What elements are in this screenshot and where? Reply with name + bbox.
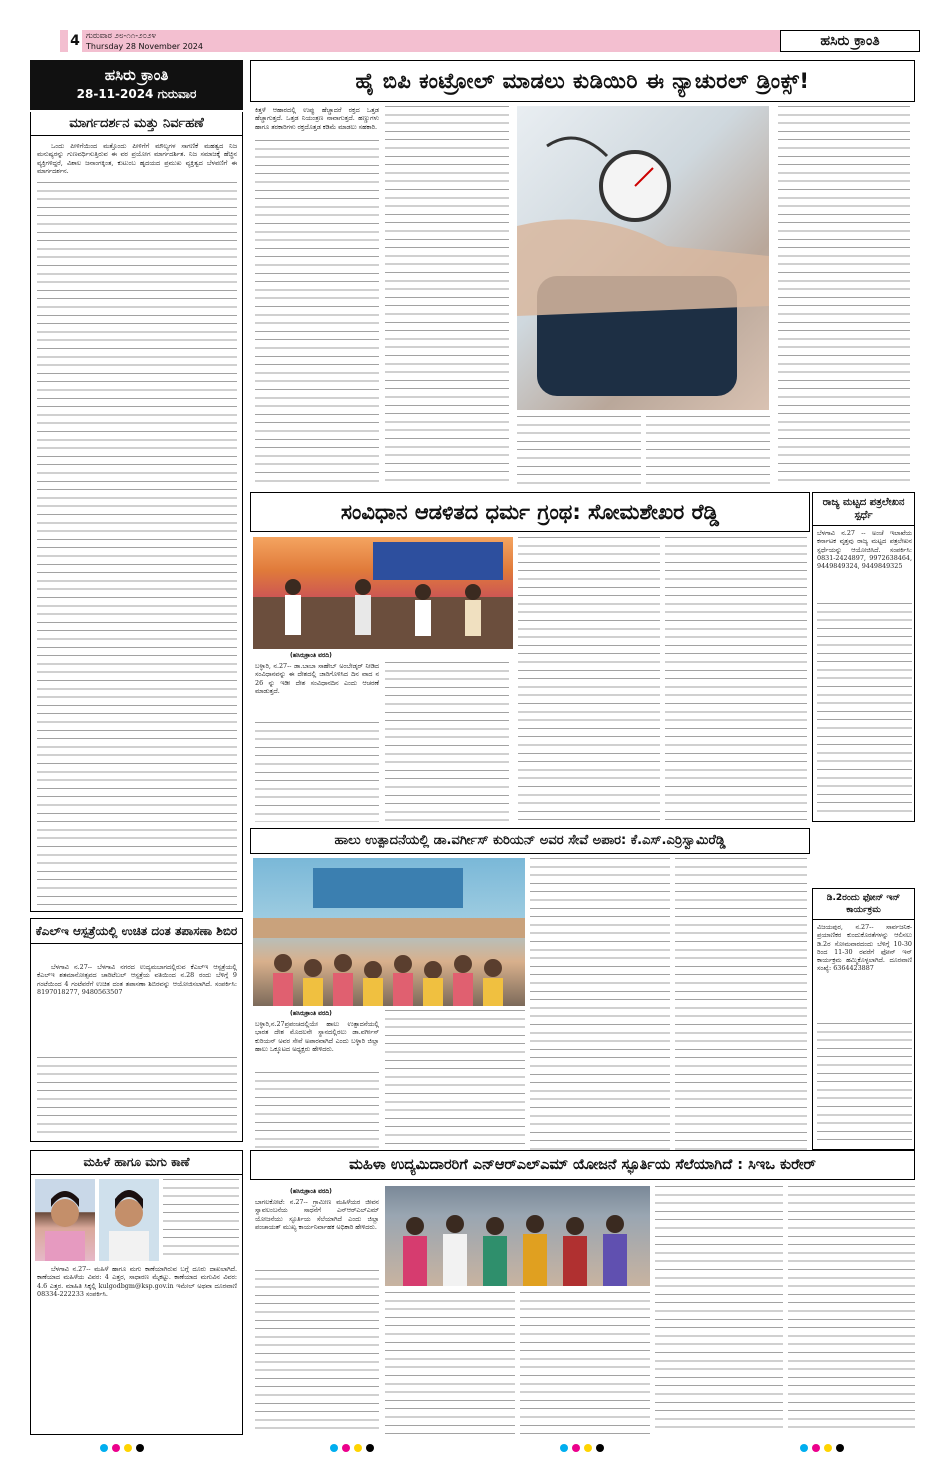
missing-headline: ಮಹಿಳೆ ಹಾಗೂ ಮಗು ಕಾಣೆ — [31, 1151, 242, 1175]
constitution-headline-box — [250, 492, 810, 532]
constitution-headline: ಸಂವಿಧಾನ ಆಡಳಿತದ ಧರ್ಮ ಗ್ರಂಥ: ಸೋಮಶೇಖರ ರೆಡ್ಡಿ — [340, 500, 720, 524]
hbp-headline: ಹೈ ಬಿಪಿ ಕಂಟ್ರೋಲ್ ಮಾಡಲು ಕುಡಿಯಿರಿ ಈ ನ್ಯಾಚುರಲ್ ಡ್ರಿಂಕ್ಸ್! — [355, 69, 810, 93]
constitution-col-2 — [385, 662, 509, 822]
phone-program-box — [812, 888, 915, 1150]
reg-mark-cyan — [100, 1444, 108, 1452]
nrlm-col-1 — [255, 1270, 379, 1435]
bp-photo-illustration — [517, 106, 769, 410]
dairy-col-2 — [385, 1010, 525, 1150]
dental-lead: ಬೆಳಗಾವಿ ನ.27-- ಬೆಳಗಾವಿ ನಗರದ ಉದ್ಯಮಬಾಗದಲ್ಲಿರುವ ಕೆಎಲ್ಇ ಆಸ್ಪತ್ರೆಯಲ್ಲಿ ಕೆಎಲ್ಇ ಶತಮಾನೋತ್ಸವದ ಚಾರಿಟೆಬಲ್ ಆಸ್ಪತ್ರೆಯ ವತಿಯಿಂದ ನ.28 ರಂದು ಬೆಳಿಗ್ಗೆ 9 ಗಂಟೆಯಿಂದ 4 ಗಂಟೆವರೆಗೆ ಉಚಿತ ದಂತ ತಪಾಸಣಾ ಶಿಬಿರವನ್ನು ಆಯೋಜಿಸಲಾಗಿದೆ. ಸಂಪರ್ಕಿಸಿ: 8197018277, 9480563507 — [37, 963, 237, 996]
dairy-audience-illustration — [253, 858, 525, 1006]
essay-headline: ರಾಜ್ಯ ಮಟ್ಟದ ಪತ್ರಲೇಖನ ಸ್ಪರ್ಧೆ — [813, 493, 914, 526]
reg-mark-magenta-4 — [812, 1444, 820, 1452]
dental-headline: ಕೆಎಲ್ಇ ಆಸ್ಪತ್ರೆಯಲ್ಲಿ ಉಚಿತ ದಂತ ತಪಾಸಣಾ ಶಿಬಿರ — [31, 919, 242, 944]
nrlm-col-2 — [385, 1292, 515, 1435]
child-portrait — [99, 1179, 159, 1261]
nrlm-group-illustration — [385, 1186, 650, 1286]
constitution-col-3 — [518, 537, 660, 822]
left-masthead-date: 28-11-2024 ಗುರುವಾರ — [76, 87, 197, 101]
hbp-headline-box — [250, 60, 915, 102]
phone-lead: ವಿಜಯಪುರ, ನ.27-- ಸಾರ್ವಜನಿಕ-ಪ್ರಯಾಣಿಕರ ಕುಂದುಕೊರತೆಗಳನ್ನು ಆಲಿಸಲು ಡಿ.2ರ ಸೋಮವಾರದಂದು ಬೆಳಿಗ್ಗೆ 10-30 ರಿಂದ 11-30 ರವರೆಗೆ ಫೋನ್ ಇನ್ ಕಾರ್ಯಕ್ರಮ ಹಮ್ಮಿಕೊಳ್ಳಲಾಗಿದೆ. ದೂರವಾಣಿ ಸಂಖ್ಯೆ: 6364423887 — [817, 923, 912, 973]
essay-competition-box — [812, 492, 915, 822]
hbp-lead: ಕಿತ್ತಳೆ ಆಹಾರದಲ್ಲಿ ಉಪ್ಪು ಹೆಚ್ಚಾದರೆ ರಕ್ತದ ಒತ್ತಡ ಹೆಚ್ಚಾಗುತ್ತದೆ. ಒತ್ತಡ ನಿಯಂತ್ರಣ ನಾವಾಗುತ್ತದೆ. ಹಣ್ಣುಗಳು ಹಾಗೂ ತರಕಾರಿಗಳು ರಕ್ತದೊತ್ತಡ ಕಡಿಮೆ ಮಾಡಲು ಸಹಕಾರಿ. — [255, 106, 379, 131]
dairy-banner — [313, 868, 463, 908]
reg-mark-magenta-2 — [342, 1444, 350, 1452]
dairy-headline-box — [250, 828, 810, 854]
woman-portrait — [35, 1179, 95, 1261]
event-stage-illustration — [253, 537, 513, 649]
dental-camp-box — [30, 918, 243, 1142]
phone-headline: ಡಿ.2ರಂದು ಫೋನ್ ಇನ್ ಕಾರ್ಯಕ್ರಮ — [813, 889, 914, 920]
reg-mark-yellow — [124, 1444, 132, 1452]
reg-mark-black — [136, 1444, 144, 1452]
editorial-lead: ಒಂದು ಪೀಳಿಗೆಯಿಂದ ಮತ್ತೊಂದು ಪೀಳಿಗೆಗೆ ಮೌಲ್ಯಗಳ ಸಾಗಣಿಕೆ ಮಹತ್ವದ ನಿಜ ಮನುಷ್ಯರನ್ನು ಗುಣವರ್ಧಿಸುತ್ತಿರುವ ಈ ವರ ಪ್ರಯೋಗ ಮಾರ್ಗದರ್ಶಿತ. ನಿಜ ಸಮಾಜಕ್ಕೆ ಹೆಚ್ಚಿನ ವ್ಯಕ್ತಿಗಳಿದ್ದರೆ, ವಿಶಾಲ ಜನಾಂಗಕ್ಕಿಂತ, ಕುಟುಂಬ ಹೃದಯದ ಪ್ರಮುಖ ವ್ಯಕ್ತಿತ್ವದ ಬೆಳವಣಿಗೆ ಈ ಮಾರ್ಗದರ್ಶನ. — [37, 142, 237, 175]
constitution-col-4 — [665, 537, 807, 822]
hbp-col-3-bottom — [517, 416, 641, 486]
missing-box — [30, 1150, 243, 1435]
phone-body-lines — [817, 1023, 912, 1145]
nrlm-headline-box — [250, 1150, 915, 1180]
constitution-col-1 — [255, 722, 379, 822]
missing-lead: ಬೆಳಗಾವಿ ನ.27-- ಮಹಿಳೆ ಹಾಗೂ ಮಗು ಕಾಣೆಯಾಗಿರುವ ಬಗ್ಗೆ ದೂರು ದಾಖಲಾಗಿದೆ. ಕಾಣೆಯಾದ ಮಹಿಳೆಯ ವಿವರ: 4 ಎತ್ತರ, ಸಾಧಾರಣ ಮೈಕಟ್ಟು. ಕಾಣೆಯಾದ ಮಗುವಿನ ವಿವರ: 4.6 ಎತ್ತರ. ಮಾಹಿತಿ ಸಿಕ್ಕಲ್ಲಿ kulgodbgm@ksp.gov.in ಇಮೇಲ್ ಅಥವಾ ದೂರವಾಣಿ 08334-222233 ಸಂಪರ್ಕಿಸಿ. — [37, 1265, 237, 1298]
header-date-kn: ಗುರುವಾರ ೨೮-೧೧-೨೦೨೪ — [86, 31, 156, 40]
event-banner — [373, 542, 503, 580]
reg-mark-yellow-3 — [584, 1444, 592, 1452]
header-date — [86, 30, 203, 52]
dairy-col-3 — [530, 858, 670, 1150]
nrlm-col-4 — [655, 1186, 783, 1435]
hbp-col-5 — [778, 106, 910, 486]
constitution-caption: (ಹಸಿರುಕ್ರಾಂತಿ ವರದಿ) — [290, 652, 332, 659]
missing-woman-photo — [35, 1179, 95, 1261]
nrlm-col-3 — [520, 1292, 650, 1435]
nrlm-col-5 — [788, 1186, 915, 1435]
left-masthead-name: ಹಸಿರು ಕ್ರಾಂತಿ — [104, 66, 169, 84]
reg-mark-cyan-2 — [330, 1444, 338, 1452]
reg-mark-cyan-3 — [560, 1444, 568, 1452]
reg-mark-magenta-3 — [572, 1444, 580, 1452]
reg-mark-cyan-4 — [800, 1444, 808, 1452]
dairy-col-4 — [675, 858, 807, 1150]
hbp-col-4-bottom — [646, 416, 770, 486]
reg-mark-yellow-2 — [354, 1444, 362, 1452]
paper-name-right: ಹಸಿರು ಕ್ರಾಂತಿ — [780, 30, 920, 52]
reg-mark-yellow-4 — [824, 1444, 832, 1452]
constitution-event-photo — [253, 537, 513, 649]
constitution-lead: ಬಳ್ಳಾರಿ, ನ.27-- ಡಾ.ಬಾಬಾ ಸಾಹೇಬ್ ಅಂಬೇಡ್ಕರ್ ನೀಡಿದ ಸಂವಿಧಾನವನ್ನು ಈ ದೇಶದಲ್ಲಿ ಜಾರಿಗೊಳಿಸಿದ ದಿನ ವಾದ ನ 26 ನ್ನು ಇಡೀ ದೇಶ ಸಂವಿಧಾನದಿನ ಎಂದು ಆಚರಣೆ ಮಾಡುತ್ತದೆ. — [255, 662, 379, 695]
reg-mark-magenta — [112, 1444, 120, 1452]
nrlm-headline: ಮಹಿಳಾ ಉದ್ಯಮಿದಾರರಿಗೆ ಎನ್‌ಆರ್‌ಎಲ್‌ಎಮ್ ಯೋಜನೆ ಸ್ಫೂರ್ತಿಯ ಸೆಲೆಯಾಗಿದೆ : ಸಿಇಒ ಕುರೇರ್ — [349, 1157, 816, 1173]
missing-child-photo — [99, 1179, 159, 1261]
reg-mark-black-3 — [596, 1444, 604, 1452]
reg-mark-black-2 — [366, 1444, 374, 1452]
nrlm-event-photo — [385, 1186, 650, 1286]
editorial-headline: ಮಾರ್ಗದರ್ಶನ ಮತ್ತು ನಿರ್ವಹಣೆ — [31, 112, 242, 136]
bp-monitor-photo — [517, 106, 769, 410]
dairy-col-1 — [255, 1072, 379, 1150]
hbp-col-2 — [385, 106, 509, 486]
dairy-headline: ಹಾಲು ಉತ್ಪಾದನೆಯಲ್ಲಿ ಡಾ.ವರ್ಗೀಸ್ ಕುರಿಯನ್ ಅವರ ಸೇವೆ ಅಪಾರ: ಕೆ.ಎಸ್.ಎರ್ರಿಸ್ವಾಮಿರೆಡ್ಡಿ — [334, 833, 726, 848]
hand-shape — [517, 219, 769, 316]
dairy-event-photo — [253, 858, 525, 1006]
page-number: 4 — [68, 30, 82, 52]
essay-body-lines — [817, 603, 912, 817]
essay-lead: ಬೆಳಗಾವಿ ನ.27 -- ಅಂಚೆ ಇಲಾಖೆಯ ಕರ್ನಾಟಕ ವೃತ್ತವು ರಾಜ್ಯ ಮಟ್ಟದ ಪತ್ರಲೇಖನ ಸ್ಪರ್ಧೆಯನ್ನು ಆಯೋಜಿಸಿದೆ. ಸಂಪರ್ಕಿಸಿ: 0831-2424897, 9972638464, 9449849324, 9449849325 — [817, 529, 912, 571]
hbp-col-1 — [255, 140, 379, 485]
dairy-caption: (ಹಸಿರುಕ್ರಾಂತಿ ವರದಿ) — [290, 1010, 332, 1017]
dental-body-lines — [37, 1057, 237, 1137]
nrlm-caption: (ಹಸಿರುಕ್ರಾಂತಿ ವರದಿ) — [290, 1188, 332, 1195]
editorial-box — [30, 112, 243, 912]
missing-side-lines — [163, 1179, 239, 1261]
header-date-en: Thursday 28 November 2024 — [86, 42, 203, 51]
editorial-body-lines — [37, 182, 237, 906]
nrlm-lead: ಬಾಗಲಕೋಟೆ: ನ.27-- ಗ್ರಾಮೀಣ ಮಹಿಳೆಯರ ಜೀವನ ಸ್ವಾವಲಂಬನೆಯ ಸಾಧನೆಗೆ ಎನ್‌ಆರ್‌ಎಲ್‌ಎಮ್ ಯೋಜನೆಯು ಸ್ಫೂರ್ತಿಯ ಸೆಲೆಯಾಗಿದೆ ಎಂದು ಜಿಲ್ಲಾ ಪಂಚಾಯತ್ ಮುಖ್ಯ ಕಾರ್ಯನಿರ್ವಾಹಕ ಅಧಿಕಾರಿ ಹೇಳಿದರು. — [255, 1198, 379, 1231]
reg-mark-black-4 — [836, 1444, 844, 1452]
dairy-lead: ಬಳ್ಳಾರಿ,ನ.27ಪ್ರಪಂಚದಲ್ಲಿಯೇ ಹಾಲು ಉತ್ಪಾದನೆಯಲ್ಲಿ ಭಾರತ ದೇಶ ಮೊದಲನೇ ಸ್ಥಾನದಲ್ಲಿರಲು ಡಾ.ವರ್ಗೀಸ್ ಕುರಿಯನ್ ಅವರ ಸೇವೆ ಅಪಾರವಾಗಿದೆ ಎಂದು ಬಳ್ಳಾರಿ ಜಿಲ್ಲಾ ಹಾಲು ಒಕ್ಕೂಟದ ಅಧ್ಯಕ್ಷರು ಹೇಳಿದರು. — [255, 1020, 379, 1053]
left-masthead — [30, 60, 243, 110]
